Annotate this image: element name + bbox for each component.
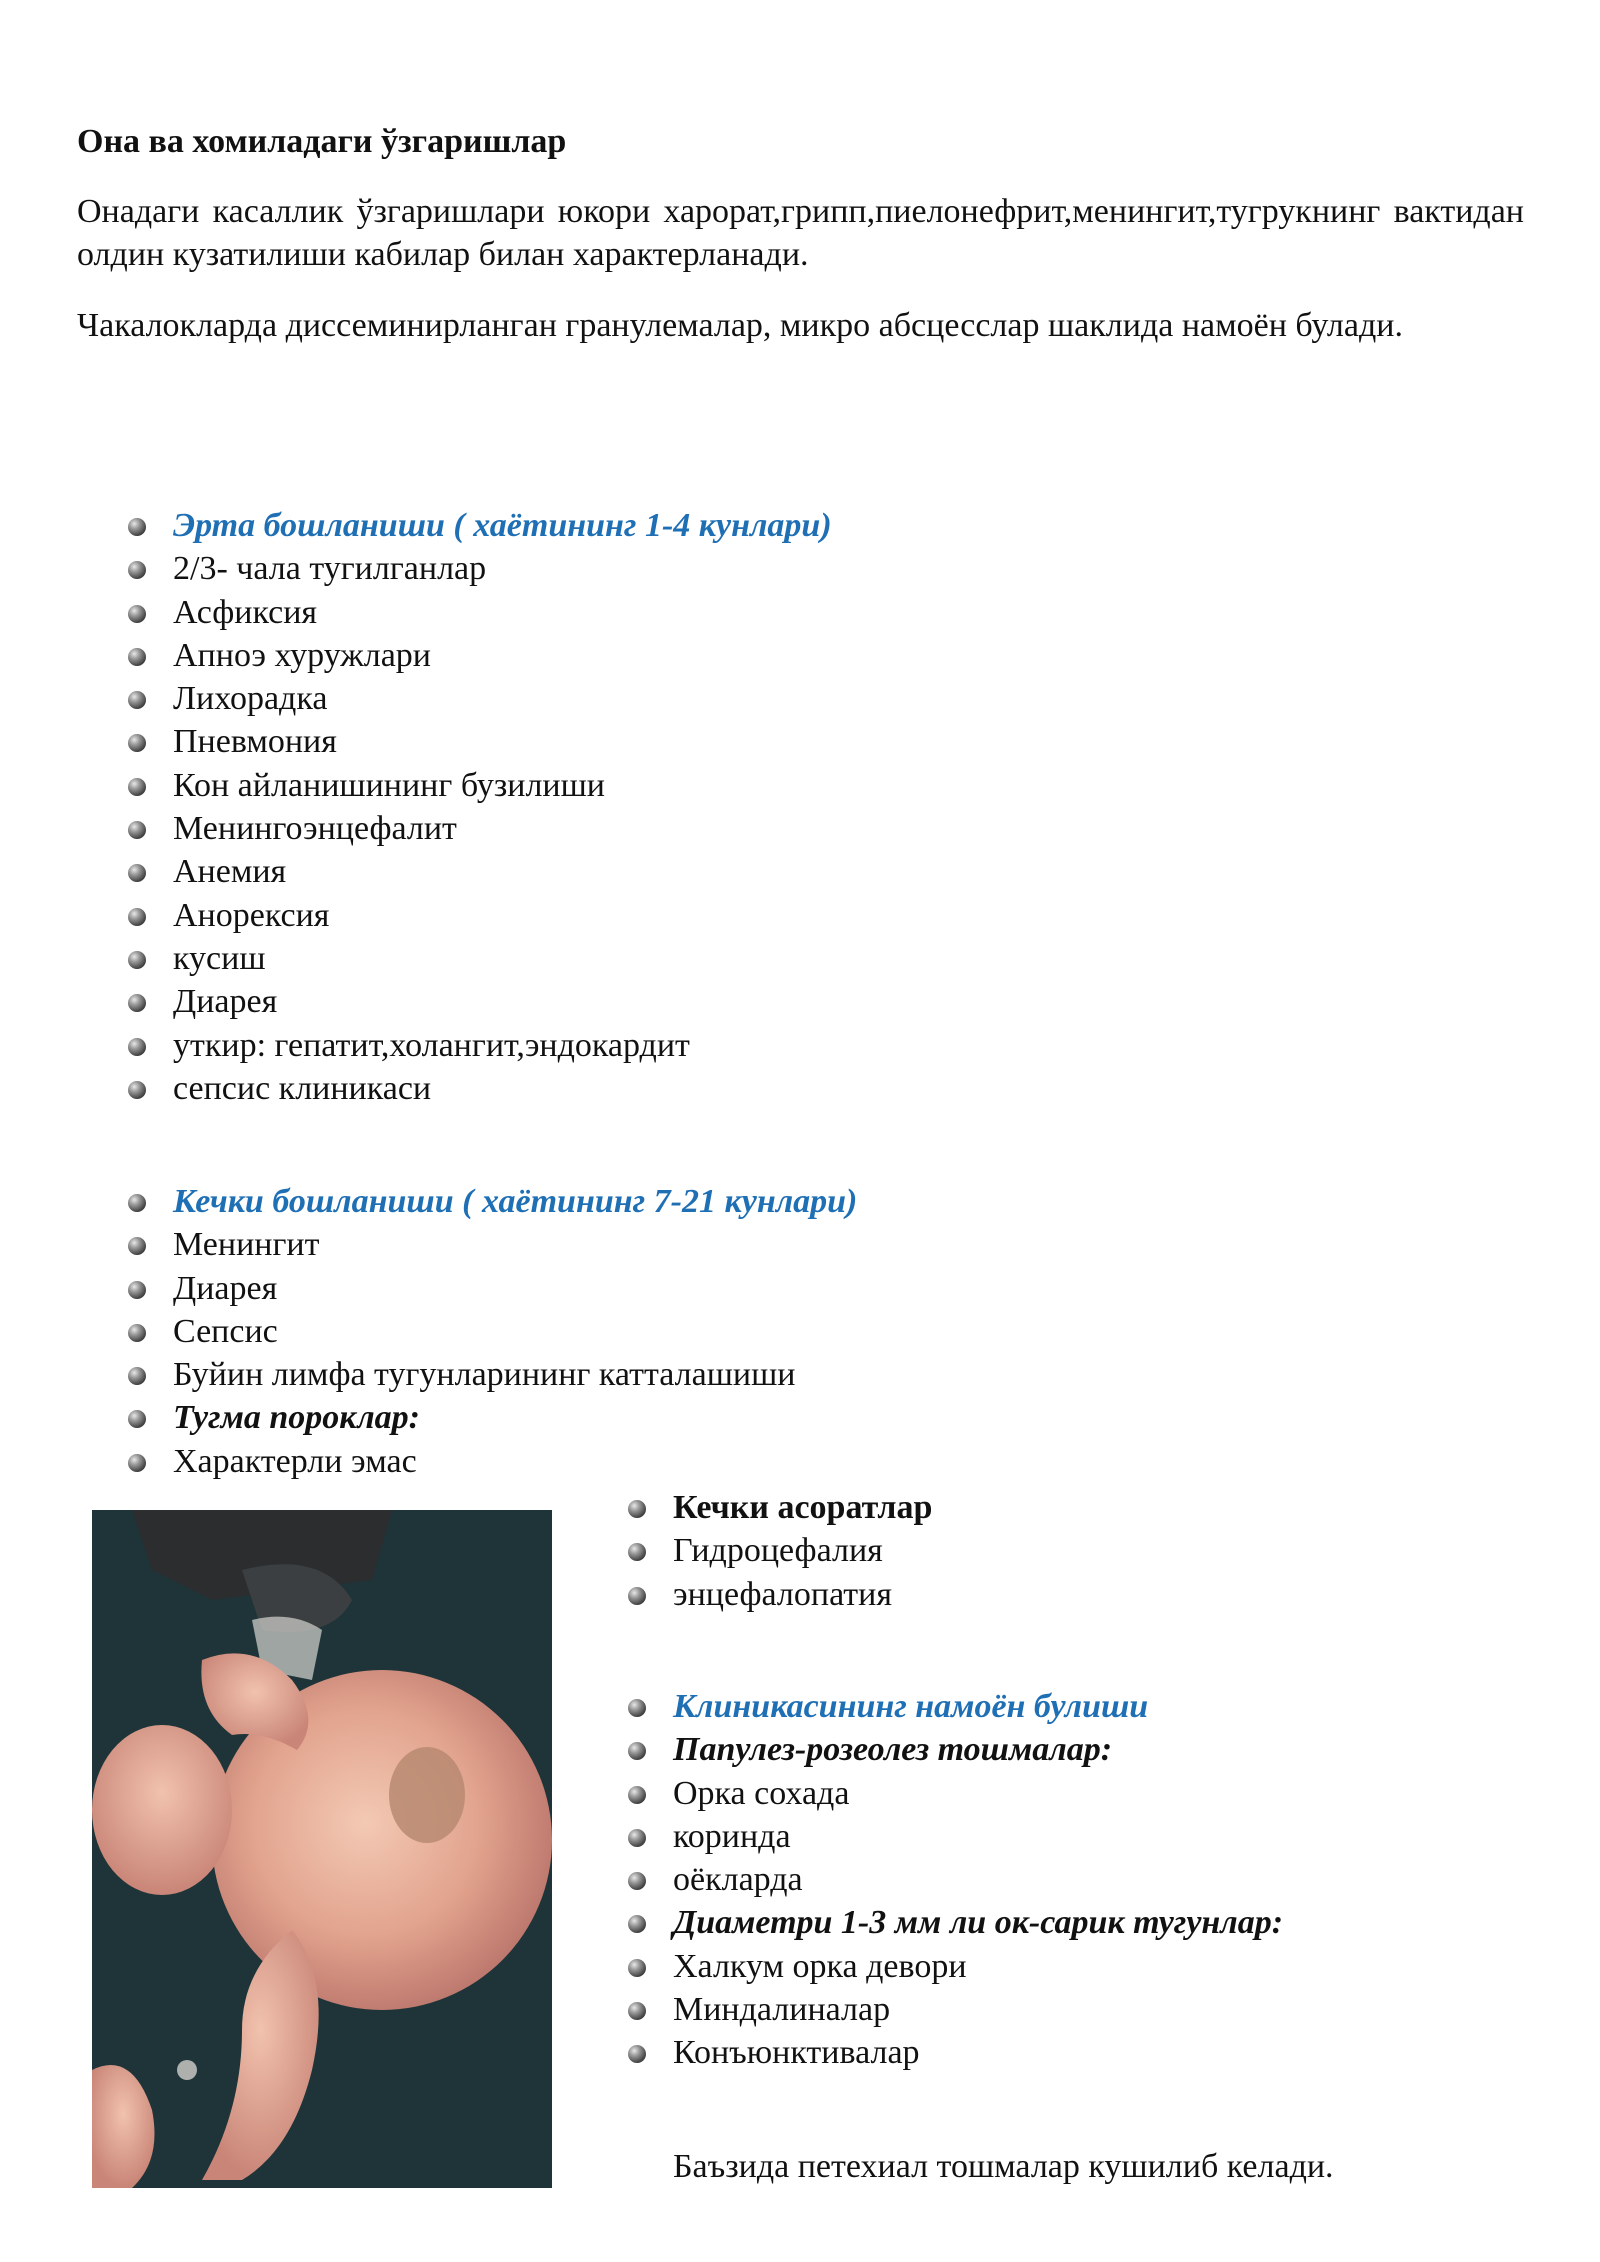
bullet-icon [128, 1454, 146, 1472]
bullet-icon [628, 2002, 646, 2020]
bullet-icon [128, 691, 146, 709]
bullet-icon [628, 1959, 646, 1977]
list-item-text: сепсис клиникаси [173, 1069, 432, 1107]
list-item-text: Гидроцефалия [673, 1532, 883, 1570]
list-item-text: Анорексия [173, 896, 330, 934]
bullet-icon [128, 1324, 146, 1342]
list-item-text: Сепсис [173, 1312, 278, 1350]
bullet-icon [128, 734, 146, 752]
bullet-icon [628, 1829, 646, 1847]
list-item-text: оёкларда [673, 1861, 803, 1899]
bullet-icon [628, 1500, 646, 1518]
paragraph-mother-changes: Онадаги касаллик ўзгаришлари юкори харорат,грипп,пиелонефрит,менингит,тугрукнинг вактидан олдин кузатилиши кабилар билан характерланади. [77, 193, 1524, 273]
infant-photo [92, 1510, 552, 2188]
list-item-text: Папулез-розеолез тошмалар: [673, 1731, 1113, 1769]
paragraph-newborn-manifestation: Чакалокларда диссеминирланган гранулемалар, микро абсцесслар шаклида намоён булади. [77, 307, 1403, 344]
bullet-icon [628, 1543, 646, 1561]
footer-note: Баъзида петехиал тошмалар кушилиб келади. [673, 2148, 1334, 2185]
list-item-text: Миндалиналар [673, 1991, 891, 2029]
list-item-text: Конъюнктивалар [673, 2034, 920, 2072]
list-item-text: Диаметри 1-3 мм ли ок-сарик тугунлар: [673, 1904, 1284, 1942]
bullet-icon [128, 518, 146, 536]
bullet-icon [128, 908, 146, 926]
list-item-text: Клиникасининг намоён булиши [673, 1688, 1149, 1725]
page-heading: Она ва хомиладаги ўзгаришлар [77, 123, 567, 160]
bullet-icon [128, 994, 146, 1012]
bullet-icon [128, 1038, 146, 1056]
bullet-icon [128, 648, 146, 666]
list-item-text: Тугма пороклар: [173, 1399, 420, 1437]
list-item-text: Диарея [173, 983, 278, 1021]
list-item-text: Лихорадка [173, 680, 328, 718]
bullet-icon [128, 561, 146, 579]
list-item-text: Кон айланишининг бузилиши [173, 766, 605, 804]
list-item-text: уткир: гепатит,холангит,эндокардит [173, 1026, 690, 1064]
list-item-text: Эрта бошланиши ( хаётининг 1-4 кунлари) [173, 507, 832, 544]
bullet-icon [628, 2045, 646, 2063]
list-item-text: Пневмония [173, 723, 337, 761]
bullet-icon [128, 951, 146, 969]
bullet-icon [128, 605, 146, 623]
list-item-text: Орка сохада [673, 1774, 850, 1812]
list-item-text: Кечки асоратлар [673, 1489, 933, 1526]
list-item-text: Буйин лимфа тугунларининг катталашиши [173, 1356, 796, 1394]
bullet-icon [628, 1742, 646, 1760]
list-item-text: коринда [673, 1817, 791, 1855]
list-item-text: Асфиксия [173, 593, 318, 631]
bullet-icon [628, 1587, 646, 1605]
bullet-icon [628, 1699, 646, 1717]
list-item-text: Диарея [173, 1269, 278, 1307]
bullet-icon [628, 1872, 646, 1890]
list-item-text: кусиш [173, 939, 266, 977]
list-item-text: Характерли эмас [173, 1442, 417, 1480]
bullet-icon [128, 778, 146, 796]
bullet-icon [128, 1194, 146, 1212]
list-item-text: Менингоэнцефалит [173, 810, 457, 848]
bullet-icon [128, 1367, 146, 1385]
list-item-text: Менингит [173, 1226, 320, 1264]
bullet-icon [128, 1081, 146, 1099]
bullet-icon [128, 1237, 146, 1255]
list-item-text: 2/3- чала тугилганлар [173, 550, 487, 588]
list-item-text: Кечки бошланиши ( хаётининг 7-21 кунлари) [173, 1183, 858, 1220]
list-item-text: энцефалопатия [673, 1575, 892, 1613]
bullet-icon [128, 821, 146, 839]
bullet-icon [628, 1915, 646, 1933]
bullet-icon [128, 1410, 146, 1428]
list-item-text: Анемия [173, 853, 287, 891]
list-item-text: Халкум орка девори [673, 1947, 967, 1985]
list-item-text: Апноэ хуружлари [173, 636, 432, 674]
bullet-icon [128, 1281, 146, 1299]
bullet-icon [628, 1786, 646, 1804]
bullet-icon [128, 864, 146, 882]
